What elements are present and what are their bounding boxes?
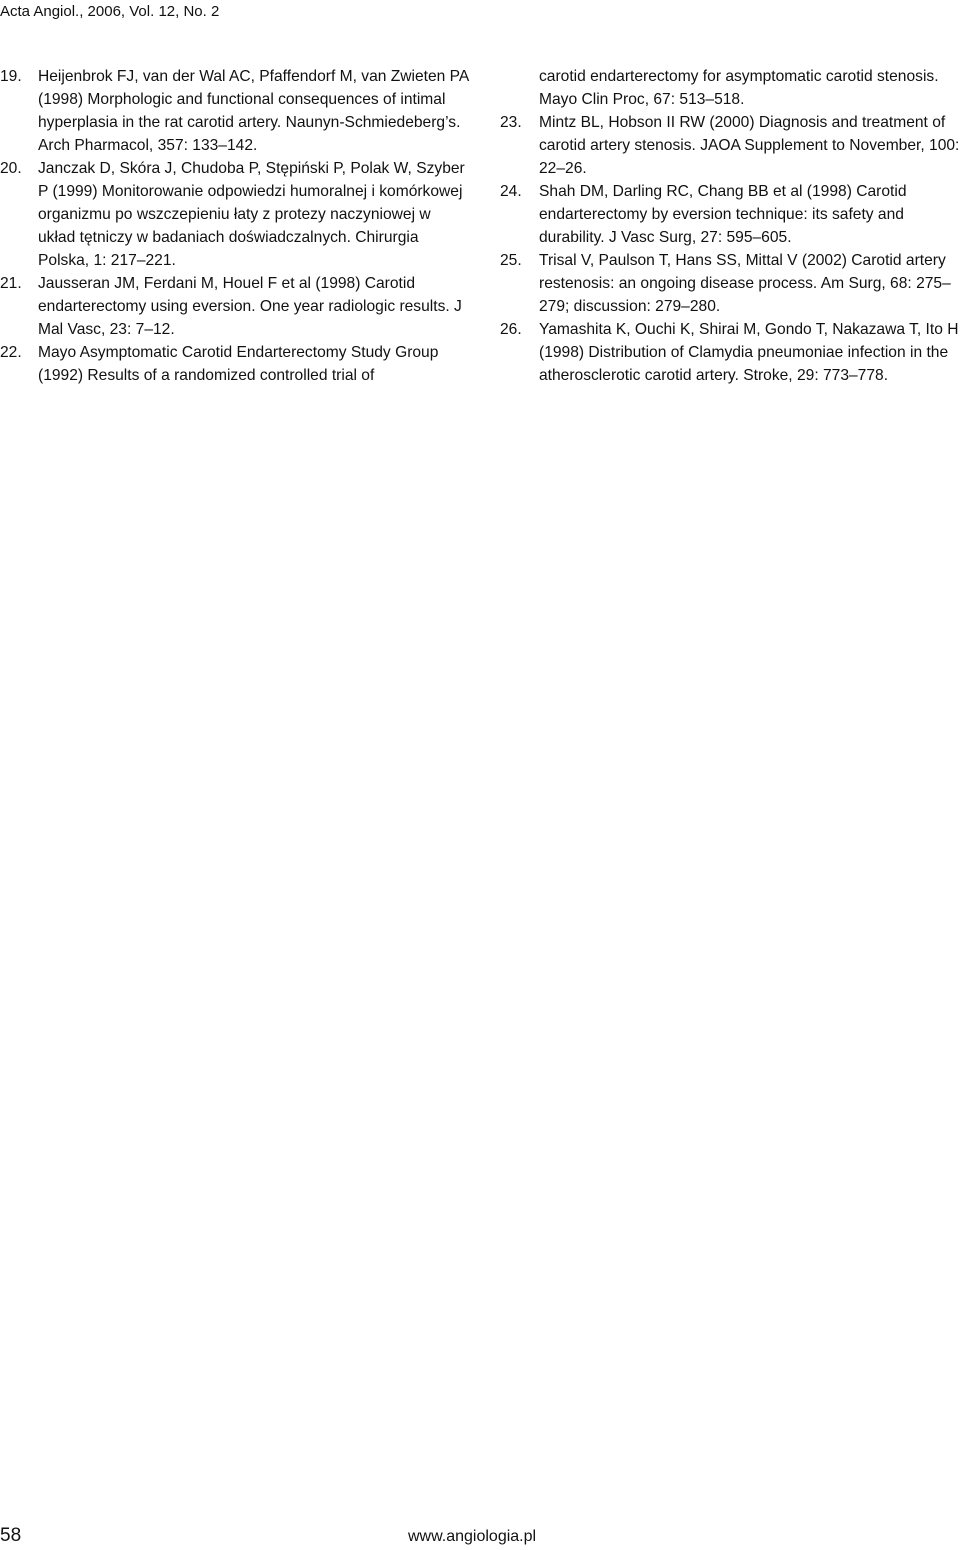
- reference-text: Mayo Asymptomatic Carotid Endarterectomy Study Group (1992) Results of a randomized controlled trial of: [38, 344, 439, 384]
- reference-text: Jausseran JM, Ferdani M, Houel F et al (1998) Carotid endarterectomy using eversion. One year radiologic results. J Mal Vasc, 23: 7–12.: [38, 275, 462, 338]
- reference-number: 21.: [0, 275, 22, 292]
- journal-website: www.angiologia.pl: [408, 1528, 537, 1545]
- reference-item: [500, 180, 960, 249]
- reference-text: Shah DM, Darling RC, Chang BB et al (1998) Carotid endarterectomy by eversion technique: its safety and durability. J Vasc Surg, 27: 595–605.: [539, 183, 907, 246]
- reference-text: Heijenbrok FJ, van der Wal AC, Pfaffendorf M, van Zwieten PA (1998) Morphologic and functional consequences of intimal hyperplasia in the rat carotid artery. Naunyn-Schmiedeberg’s. Arch Pharmacol, 357: 133–142.: [38, 68, 469, 154]
- reference-number: 24.: [500, 183, 522, 200]
- reference-item: [0, 157, 470, 272]
- reference-number: 23.: [500, 114, 522, 131]
- reference-number: 22.: [0, 344, 22, 361]
- reference-text: Yamashita K, Ouchi K, Shirai M, Gondo T, Nakazawa T, Ito H (1998) Distribution of Clamydia pneumoniae infection in the atherosclerotic carotid artery. Stroke, 29: 773–778.: [539, 321, 959, 384]
- reference-continuation: carotid endarterectomy for asymptomatic carotid stenosis. Mayo Clin Proc, 67: 513–518.: [539, 68, 939, 108]
- reference-item: [0, 65, 470, 157]
- reference-item: [500, 318, 960, 387]
- reference-number: 25.: [500, 252, 522, 269]
- reference-list-right: [500, 65, 960, 387]
- running-head: Acta Angiol., 2006, Vol. 12, No. 2: [0, 3, 220, 20]
- reference-item: [500, 111, 960, 180]
- reference-item: [500, 249, 960, 318]
- reference-text: Trisal V, Paulson T, Hans SS, Mittal V (2002) Carotid artery restenosis: an ongoing disease process. Am Surg, 68: 275–279; discussion: 279–280.: [539, 252, 951, 315]
- reference-item: [0, 272, 470, 341]
- reference-number: 20.: [0, 160, 22, 177]
- reference-item: [0, 341, 470, 387]
- reference-text: Janczak D, Skóra J, Chudoba P, Stępiński P, Polak W, Szyber P (1999) Monitorowanie odpowiedzi humoralnej i komórkowej organizmu po wszczepieniu łaty z protezy naczyniowej w układ tętniczy w badaniach doświadczalnych. Chirurgia Polska, 1: 217–221.: [38, 160, 465, 269]
- page-number: 58: [0, 1525, 22, 1546]
- reference-list-left: [0, 65, 470, 387]
- reference-number: 26.: [500, 321, 522, 338]
- reference-number: 19.: [0, 68, 22, 85]
- reference-text: Mintz BL, Hobson II RW (2000) Diagnosis and treatment of carotid artery stenosis. JAOA Supplement to November, 100: 22–26.: [539, 114, 960, 177]
